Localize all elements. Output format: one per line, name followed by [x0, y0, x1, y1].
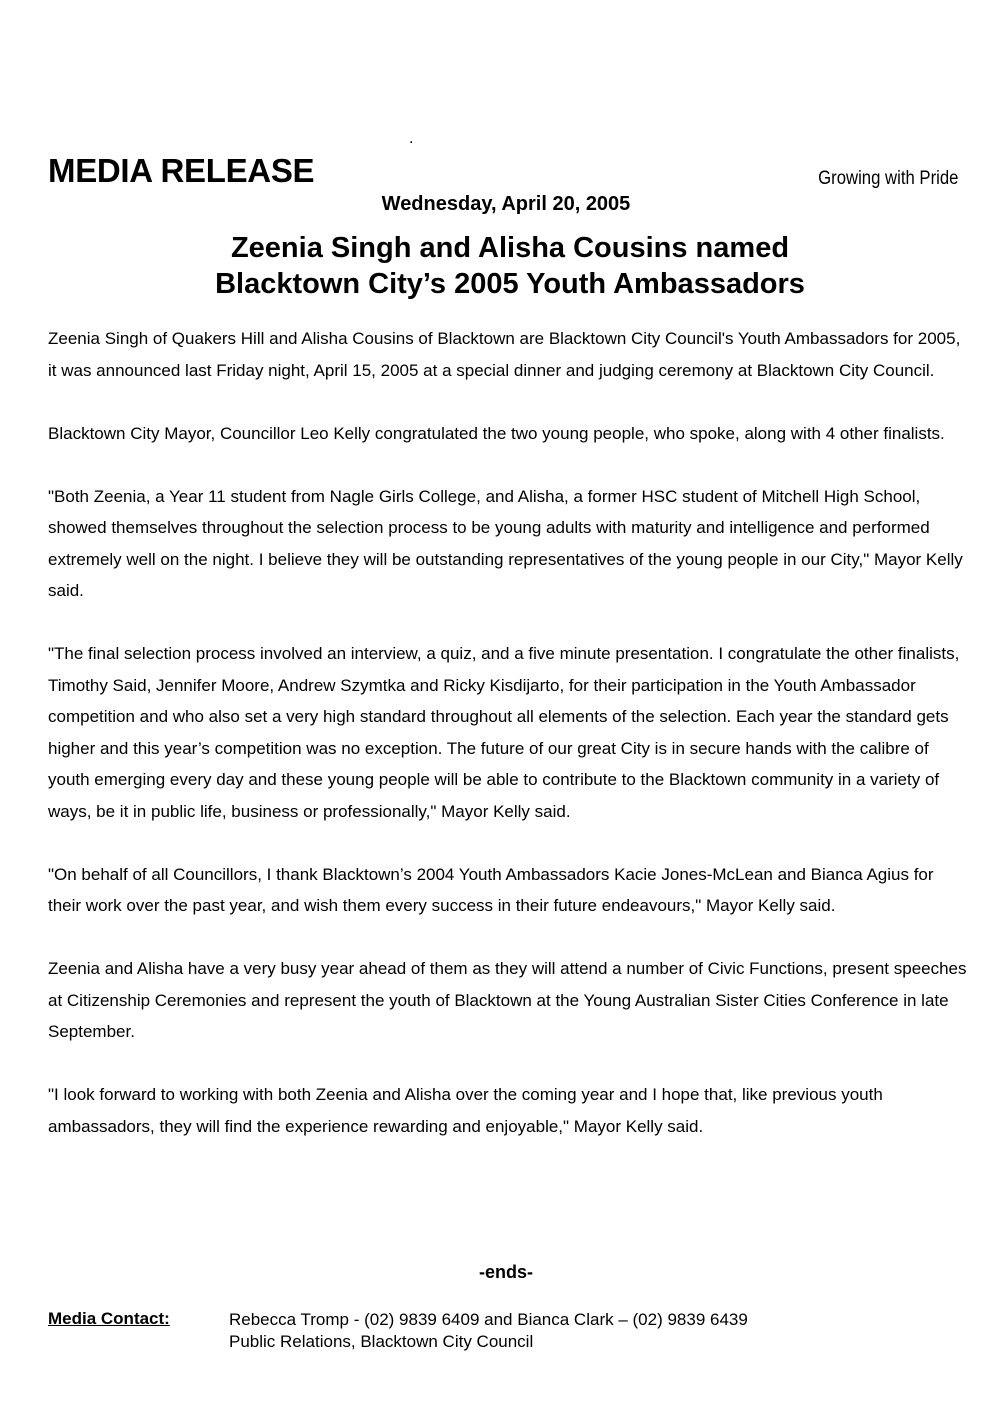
release-date: Wednesday, April 20, 2005 [381, 193, 631, 215]
body-paragraph: Zeenia and Alisha have a very busy year ahead of them as they will attend a number of Civic Functions, present speeches at Citizenship Ceremonies and represent the youth of Blacktown at the Young Australian Sister Cities Conference in late September. [48, 959, 967, 1041]
body-paragraph: "On behalf of all Councillors, I thank Blacktown’s 2004 Youth Ambassadors Kacie Jones-McLean and Bianca Agius for their work over the past year, and wish them every success in their future endeavours," Mayor Kelly said. [48, 864, 934, 915]
body-text [48, 323, 968, 1174]
ends-marker: -ends- [479, 1262, 533, 1282]
body-paragraph: "The final selection process involved an interview, a quiz, and a five minute presentation. I congratulate the other finalists, Timothy Said, Jennifer Moore, Andrew Szymtka and Ricky Kisdijarto, for their participation in the Youth Ambassador competition and who also set a very high standard throughout all elements of the selection. Each year the standard gets higher and this year’s competition was no exception. The future of our great City is in secure hands with the calibre of youth emerging every day and these young people will be able to contribute to the Blacktown community in a variety of ways, be it in public life, business or professionally," Mayor Kelly said. [48, 644, 960, 821]
stray-dot: . [409, 130, 414, 147]
headline [0, 230, 1000, 302]
contact-department: Public Relations, Blacktown City Council [229, 1332, 534, 1351]
body-paragraph: "Both Zeenia, a Year 11 student from Nagle Girls College, and Alisha, a former HSC student of Mitchell High School, showed themselves throughout the selection process to be young adults with maturity and intelligence and performed extremely well on the night. I believe they will be outstanding representatives of the young people in our City," Mayor Kelly said. [48, 486, 963, 600]
headline-line-1: Zeenia Singh and Alisha Cousins named [230, 232, 790, 264]
document-title: MEDIA RELEASE [48, 152, 315, 189]
body-paragraph: Zeenia Singh of Quakers Hill and Alisha Cousins of Blacktown are Blacktown City Council's Youth Ambassadors for 2005, it was announced last Friday night, April 15, 2005 at a special dinner and judging ceremony at Blacktown City Council. [48, 329, 961, 380]
body-paragraph: "I look forward to working with both Zeenia and Alisha over the coming year and I hope that, like previous youth ambassadors, they will find the experience rewarding and enjoyable," Mayor Kelly said. [48, 1085, 883, 1136]
media-contact-label: Media Contact: [48, 1309, 170, 1328]
tagline: Growing with Pride [817, 168, 958, 189]
body-paragraph: Blacktown City Mayor, Councillor Leo Kelly congratulated the two young people, who spoke, along with 4 other finalists. [48, 423, 945, 443]
contact-names-phones: Rebecca Tromp - (02) 9839 6409 and Bianca Clark – (02) 9839 6439 [229, 1310, 748, 1329]
media-contact-details [229, 1309, 748, 1353]
headline-line-2: Blacktown City’s 2005 Youth Ambassadors [215, 268, 805, 300]
